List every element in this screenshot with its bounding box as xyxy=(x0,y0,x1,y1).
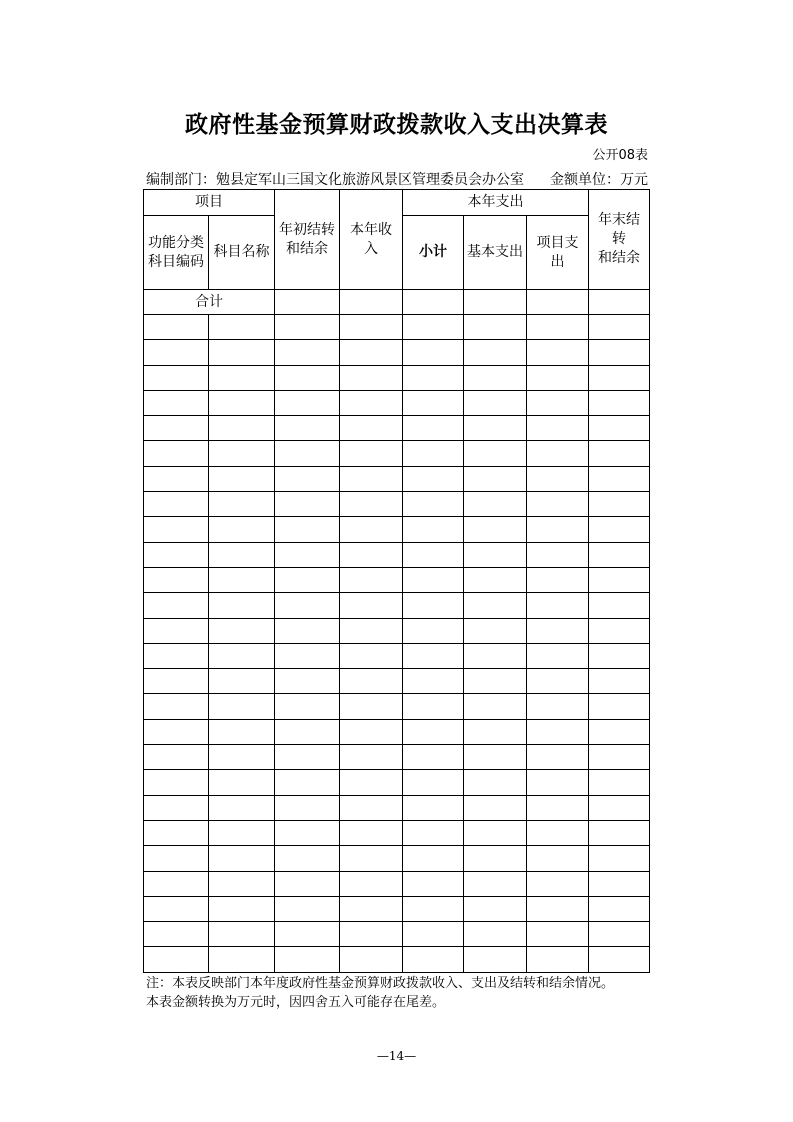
table-cell xyxy=(209,871,275,896)
table-cell xyxy=(340,745,403,770)
table-cell xyxy=(275,390,340,415)
table-cell xyxy=(340,820,403,845)
table-cell xyxy=(144,871,209,896)
form-number: 公开08表 xyxy=(592,148,648,163)
table-cell xyxy=(144,643,209,668)
table-cell xyxy=(403,390,464,415)
table-cell xyxy=(275,871,340,896)
table-row xyxy=(144,390,650,415)
table-cell xyxy=(527,643,589,668)
table-cell xyxy=(209,694,275,719)
table-cell xyxy=(589,416,650,441)
table-cell xyxy=(464,871,527,896)
table-cell xyxy=(403,290,464,315)
table-cell xyxy=(340,290,403,315)
header-basic-expense: 基本支出 xyxy=(464,216,527,290)
table-cell xyxy=(144,416,209,441)
table-cell xyxy=(403,745,464,770)
table-cell xyxy=(340,315,403,340)
table-cell xyxy=(340,390,403,415)
table-cell xyxy=(589,694,650,719)
table-row xyxy=(144,618,650,643)
table-cell xyxy=(403,820,464,845)
table-cell xyxy=(340,719,403,744)
table-cell xyxy=(527,492,589,517)
table-cell xyxy=(589,441,650,466)
table-cell xyxy=(209,315,275,340)
table-cell xyxy=(527,542,589,567)
table-cell xyxy=(527,315,589,340)
table-cell xyxy=(589,896,650,921)
table-cell xyxy=(589,315,650,340)
table-cell xyxy=(275,896,340,921)
table-cell xyxy=(464,745,527,770)
table-cell xyxy=(340,441,403,466)
table-cell xyxy=(209,846,275,871)
table-cell xyxy=(527,340,589,365)
table-row xyxy=(144,820,650,845)
table-row xyxy=(144,365,650,390)
table-cell xyxy=(464,947,527,972)
table-row xyxy=(144,340,650,365)
table-cell xyxy=(464,315,527,340)
header-income: 本年收 入 xyxy=(340,190,403,290)
table-cell xyxy=(209,365,275,390)
table-row xyxy=(144,745,650,770)
table-cell xyxy=(464,542,527,567)
table-cell xyxy=(340,466,403,491)
table-cell xyxy=(144,846,209,871)
table-cell xyxy=(527,517,589,542)
table-cell xyxy=(340,896,403,921)
table-cell xyxy=(527,365,589,390)
table-cell xyxy=(144,466,209,491)
table-cell xyxy=(340,517,403,542)
table-cell xyxy=(275,492,340,517)
table-cell xyxy=(403,593,464,618)
table-cell xyxy=(275,846,340,871)
table-cell xyxy=(340,694,403,719)
table-cell xyxy=(464,416,527,441)
table-cell xyxy=(527,593,589,618)
table-cell xyxy=(275,593,340,618)
table-cell xyxy=(144,719,209,744)
footnote-line: 注：本表反映部门本年度政府性基金预算财政拨款收入、支出及结转和结余情况。 xyxy=(146,976,615,991)
table-cell xyxy=(403,315,464,340)
table-cell xyxy=(340,846,403,871)
table-cell xyxy=(275,669,340,694)
table-row xyxy=(144,795,650,820)
table-cell xyxy=(527,871,589,896)
table-cell xyxy=(527,820,589,845)
table-cell xyxy=(464,365,527,390)
table-cell xyxy=(527,846,589,871)
table-cell xyxy=(589,947,650,972)
table-cell xyxy=(527,719,589,744)
table-row xyxy=(144,669,650,694)
table-cell xyxy=(275,820,340,845)
table-cell xyxy=(144,517,209,542)
table-cell xyxy=(275,542,340,567)
table-cell xyxy=(589,365,650,390)
table-cell xyxy=(403,567,464,592)
header-project: 项目 xyxy=(144,190,275,216)
report-table xyxy=(143,189,650,973)
table-cell xyxy=(527,795,589,820)
table-cell xyxy=(464,618,527,643)
table-cell xyxy=(144,390,209,415)
table-cell xyxy=(527,618,589,643)
table-cell xyxy=(209,618,275,643)
table-cell xyxy=(464,517,527,542)
table-cell xyxy=(464,694,527,719)
table-row xyxy=(144,416,650,441)
table-cell xyxy=(464,492,527,517)
table-cell xyxy=(209,922,275,947)
table-cell xyxy=(589,466,650,491)
table-cell xyxy=(209,567,275,592)
table-cell xyxy=(340,770,403,795)
table-cell xyxy=(209,517,275,542)
table-cell xyxy=(464,669,527,694)
header-subtotal: 小计 xyxy=(403,216,464,290)
table-cell xyxy=(275,947,340,972)
total-row xyxy=(144,290,650,315)
table-cell xyxy=(275,795,340,820)
table-cell xyxy=(340,643,403,668)
table-cell xyxy=(209,745,275,770)
table-cell xyxy=(209,820,275,845)
table-cell xyxy=(527,770,589,795)
table-cell xyxy=(464,290,527,315)
table-cell xyxy=(144,593,209,618)
table-cell xyxy=(464,719,527,744)
table-row xyxy=(144,947,650,972)
page-title: 政府性基金预算财政拨款收入支出决算表 xyxy=(185,112,608,138)
table-row xyxy=(144,567,650,592)
header-func-code: 功能分类 科目编码 xyxy=(144,216,209,290)
table-cell xyxy=(340,365,403,390)
table-cell xyxy=(464,441,527,466)
header-closing-balance: 年末结 转 和结余 xyxy=(589,190,650,290)
table-cell xyxy=(403,669,464,694)
table-cell xyxy=(209,542,275,567)
table-cell xyxy=(403,846,464,871)
table-cell xyxy=(403,441,464,466)
table-row xyxy=(144,770,650,795)
table-cell xyxy=(464,846,527,871)
table-cell xyxy=(527,669,589,694)
table-cell xyxy=(275,567,340,592)
table-cell xyxy=(144,770,209,795)
table-cell xyxy=(340,795,403,820)
table-row xyxy=(144,896,650,921)
table-cell xyxy=(209,390,275,415)
table-cell xyxy=(340,567,403,592)
table-cell xyxy=(209,441,275,466)
table-cell xyxy=(340,593,403,618)
table-cell xyxy=(464,567,527,592)
table-cell xyxy=(589,618,650,643)
table-cell xyxy=(403,643,464,668)
table-cell xyxy=(275,365,340,390)
table-cell xyxy=(403,618,464,643)
table-row xyxy=(144,719,650,744)
table-cell xyxy=(589,643,650,668)
table-cell xyxy=(340,416,403,441)
table-cell xyxy=(403,694,464,719)
table-cell xyxy=(209,416,275,441)
table-cell xyxy=(527,416,589,441)
table-cell xyxy=(275,745,340,770)
table-cell xyxy=(209,896,275,921)
table-row xyxy=(144,593,650,618)
table-cell xyxy=(275,922,340,947)
table-cell xyxy=(589,492,650,517)
header-opening-balance: 年初结转 和结余 xyxy=(275,190,340,290)
table-cell xyxy=(275,618,340,643)
table-cell xyxy=(209,340,275,365)
table-cell xyxy=(144,694,209,719)
table-cell xyxy=(589,567,650,592)
table-cell xyxy=(527,567,589,592)
table-cell xyxy=(144,365,209,390)
table-cell xyxy=(340,922,403,947)
table-cell xyxy=(340,947,403,972)
table-cell xyxy=(527,390,589,415)
table-cell xyxy=(144,795,209,820)
table-cell xyxy=(464,770,527,795)
department-label: 编制部门：勉县定军山三国文化旅游风景区管理委员会办公室 xyxy=(146,172,524,188)
table-row xyxy=(144,643,650,668)
table-cell xyxy=(209,947,275,972)
table-cell xyxy=(464,593,527,618)
header-project-expense: 项目支 出 xyxy=(527,216,589,290)
table-cell xyxy=(464,466,527,491)
table-cell xyxy=(340,492,403,517)
table-cell xyxy=(403,770,464,795)
table-cell xyxy=(589,770,650,795)
table-cell xyxy=(340,340,403,365)
header-subject-name: 科目名称 xyxy=(209,216,275,290)
table-cell xyxy=(209,770,275,795)
table-cell xyxy=(275,441,340,466)
table-row xyxy=(144,466,650,491)
table-cell xyxy=(589,669,650,694)
table-cell xyxy=(144,340,209,365)
table-cell xyxy=(144,542,209,567)
table-cell xyxy=(144,922,209,947)
total-label: 合计 xyxy=(144,290,275,315)
table-cell xyxy=(209,643,275,668)
table-cell xyxy=(403,795,464,820)
table-cell xyxy=(464,643,527,668)
table-cell xyxy=(403,492,464,517)
table-cell xyxy=(275,466,340,491)
table-cell xyxy=(527,290,589,315)
table-cell xyxy=(589,390,650,415)
table-cell xyxy=(403,719,464,744)
table-cell xyxy=(340,669,403,694)
table-cell xyxy=(403,896,464,921)
table-cell xyxy=(589,290,650,315)
table-row xyxy=(144,871,650,896)
table-row xyxy=(144,441,650,466)
table-cell xyxy=(340,871,403,896)
table-row xyxy=(144,542,650,567)
table-cell xyxy=(209,492,275,517)
table-cell xyxy=(589,542,650,567)
table-cell xyxy=(589,846,650,871)
table-cell xyxy=(464,340,527,365)
table-cell xyxy=(464,820,527,845)
table-cell xyxy=(527,466,589,491)
table-cell xyxy=(403,466,464,491)
table-cell xyxy=(527,922,589,947)
footnote-line: 本表金额转换为万元时，因四舍五入可能存在尾差。 xyxy=(146,995,446,1010)
table-cell xyxy=(144,618,209,643)
table-cell xyxy=(464,922,527,947)
table-row xyxy=(144,846,650,871)
table-cell xyxy=(144,947,209,972)
table-cell xyxy=(144,820,209,845)
table-cell xyxy=(464,795,527,820)
table-cell xyxy=(589,340,650,365)
page-number: —14— xyxy=(376,1049,417,1063)
table-cell xyxy=(464,896,527,921)
table-row xyxy=(144,922,650,947)
table-cell xyxy=(144,492,209,517)
table-cell xyxy=(275,340,340,365)
table-cell xyxy=(275,416,340,441)
amount-unit-label: 金额单位：万元 xyxy=(550,172,648,188)
table-cell xyxy=(144,896,209,921)
table-cell xyxy=(275,290,340,315)
table-cell xyxy=(403,416,464,441)
table-cell xyxy=(589,719,650,744)
table-cell xyxy=(403,542,464,567)
table-row xyxy=(144,517,650,542)
table-row xyxy=(144,315,650,340)
table-cell xyxy=(589,922,650,947)
table-cell xyxy=(527,947,589,972)
table-cell xyxy=(209,593,275,618)
table-cell xyxy=(464,390,527,415)
table-cell xyxy=(144,669,209,694)
table-row xyxy=(144,694,650,719)
table-cell xyxy=(209,466,275,491)
table-cell xyxy=(589,517,650,542)
table-cell xyxy=(275,643,340,668)
table-cell xyxy=(589,593,650,618)
table-cell xyxy=(144,745,209,770)
table-cell xyxy=(340,542,403,567)
header-expense: 本年支出 xyxy=(403,190,589,216)
table-cell xyxy=(527,441,589,466)
table-cell xyxy=(589,795,650,820)
table-cell xyxy=(589,745,650,770)
table-cell xyxy=(403,922,464,947)
table-cell xyxy=(589,871,650,896)
table-row xyxy=(144,492,650,517)
table-cell xyxy=(527,745,589,770)
footnote xyxy=(146,974,614,1012)
table-cell xyxy=(275,719,340,744)
table-cell xyxy=(144,567,209,592)
table-cell xyxy=(275,770,340,795)
table-cell xyxy=(527,694,589,719)
table-cell xyxy=(589,820,650,845)
table-cell xyxy=(527,896,589,921)
table-cell xyxy=(403,871,464,896)
table-cell xyxy=(275,694,340,719)
table-cell xyxy=(403,340,464,365)
table-cell xyxy=(403,947,464,972)
table-cell xyxy=(144,441,209,466)
table-cell xyxy=(340,618,403,643)
table-cell xyxy=(275,517,340,542)
table-cell xyxy=(209,669,275,694)
table-cell xyxy=(403,517,464,542)
table-cell xyxy=(209,795,275,820)
table-cell xyxy=(209,719,275,744)
table-cell xyxy=(144,315,209,340)
table-cell xyxy=(275,315,340,340)
table-cell xyxy=(403,365,464,390)
